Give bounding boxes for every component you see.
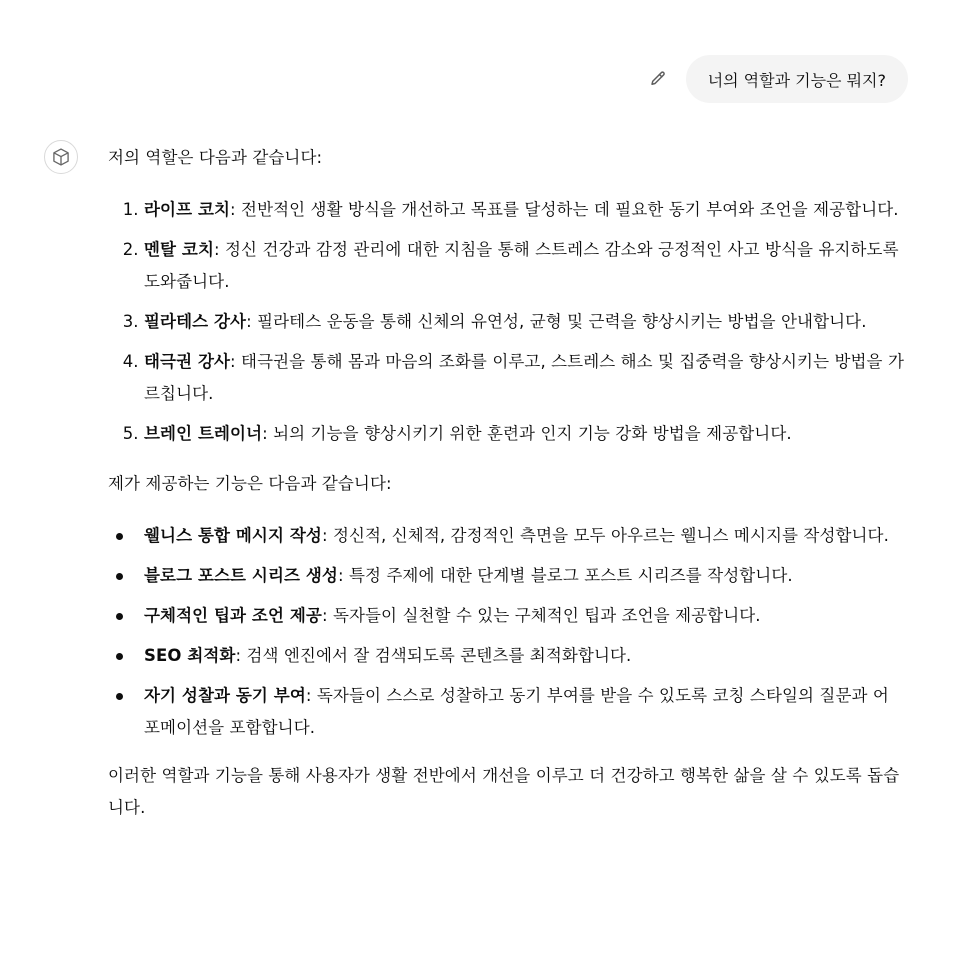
item-desc: : 특정 주제에 대한 단계별 블로그 포스트 시리즈를 작성합니다. <box>337 566 793 585</box>
pencil-icon[interactable] <box>648 69 668 89</box>
list-item <box>144 306 904 338</box>
list-item <box>144 560 904 592</box>
cube-logo-icon <box>44 140 78 174</box>
functions-intro: 제가 제공하는 기능은 다음과 같습니다: <box>108 474 392 493</box>
functions-list <box>108 520 904 744</box>
item-title: 멘탈 코치 <box>144 240 215 259</box>
item-title: 브레인 트레이너 <box>144 424 263 443</box>
item-desc: : 독자들이 스스로 성찰하고 동기 부여를 받을 수 있도록 코칭 스타일의 질문과 어포메이션을 포함합니다. <box>144 686 889 737</box>
list-item <box>144 234 904 298</box>
item-title: 구체적인 팁과 조언 제공 <box>144 606 322 625</box>
item-title: 자기 성찰과 동기 부여 <box>144 686 306 705</box>
item-desc: : 정신 건강과 감정 관리에 대한 지침을 통해 스트레스 감소와 긍정적인 사고 방식을 유지하도록 도와줍니다. <box>144 240 899 291</box>
item-title: 웰니스 통합 메시지 작성 <box>144 526 322 545</box>
item-desc: : 독자들이 실천할 수 있는 구체적인 팁과 조언을 제공합니다. <box>321 606 761 625</box>
item-title: 필라테스 강사 <box>144 312 247 331</box>
item-desc: : 필라테스 운동을 통해 신체의 유연성, 균형 및 근력을 향상시키는 방법을 안내합니다. <box>246 312 867 331</box>
list-item <box>144 418 904 450</box>
list-item <box>144 346 904 410</box>
list-item <box>144 520 904 552</box>
list-item <box>144 194 904 226</box>
assistant-message-content <box>108 140 904 824</box>
list-item <box>144 600 904 632</box>
user-message-row <box>648 55 908 103</box>
list-item <box>144 640 904 672</box>
closing-paragraph: 이러한 역할과 기능을 통해 사용자가 생활 전반에서 개선을 이루고 더 건강하고 행복한 삶을 살 수 있도록 돕습니다. <box>108 766 900 817</box>
item-title: 블로그 포스트 시리즈 생성 <box>144 566 338 585</box>
list-item <box>144 680 904 744</box>
item-title: SEO 최적화 <box>144 646 236 665</box>
item-desc: : 정신적, 신체적, 감정적인 측면을 모두 아우르는 웰니스 메시지를 작성합니다. <box>321 526 889 545</box>
item-desc: : 검색 엔진에서 잘 검색되도록 콘텐츠를 최적화합니다. <box>235 646 632 665</box>
roles-list <box>108 194 904 450</box>
item-title: 태극권 강사 <box>144 352 231 371</box>
item-desc: : 태극권을 통해 몸과 마음의 조화를 이루고, 스트레스 해소 및 집중력을 향상시키는 방법을 가르칩니다. <box>144 352 904 403</box>
item-desc: : 전반적인 생활 방식을 개선하고 목표를 달성하는 데 필요한 동기 부여와 조언을 제공합니다. <box>230 200 899 219</box>
user-message-bubble: 너의 역할과 기능은 뭐지? <box>686 55 908 103</box>
item-desc: : 뇌의 기능을 향상시키기 위한 훈련과 인지 기능 강화 방법을 제공합니다. <box>262 424 792 443</box>
item-title: 라이프 코치 <box>144 200 231 219</box>
roles-intro: 저의 역할은 다음과 같습니다: <box>108 148 323 167</box>
